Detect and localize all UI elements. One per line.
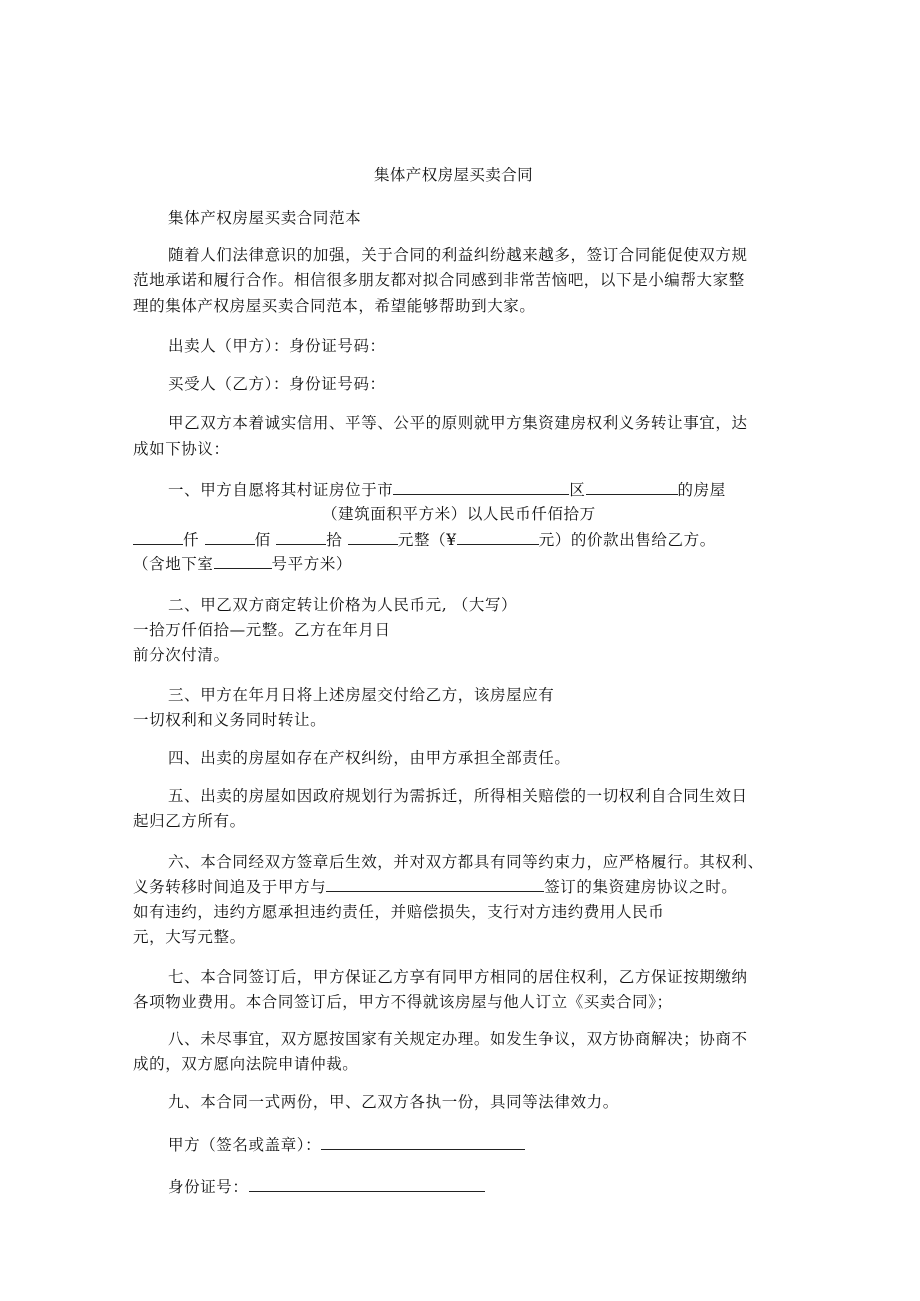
clause-6-line-4: 元，大写元整。 bbox=[133, 928, 246, 946]
blank-yuan-field[interactable] bbox=[348, 529, 398, 545]
document-subtitle: 集体产权房屋买卖合同范本 bbox=[168, 209, 362, 227]
clause-1-bai: 佰 bbox=[254, 531, 271, 549]
clause-1-basement-tail: 号平方米） bbox=[271, 555, 353, 573]
clause-6-line-1: 六、本合同经双方签章后生效，并对双方都具有同等约束力，应严格履行。其权利、 bbox=[168, 853, 764, 871]
blank-party-field[interactable] bbox=[326, 876, 544, 892]
sign-party-a-label: 甲方（签名或盖章）： bbox=[168, 1136, 322, 1154]
blank-basement-field[interactable] bbox=[214, 553, 272, 569]
preamble-line-1: 甲乙双方本着诚实信用、平等、公平的原则就甲方集资建房权利义务转让事宜，达 bbox=[168, 414, 748, 432]
signature-field[interactable] bbox=[321, 1134, 525, 1150]
clause-1-yuan: 元整（¥ bbox=[397, 531, 457, 549]
clause-7-line-2: 各项物业费用。本合同签订后，甲方不得就该房屋与他人订立《买卖合同》； bbox=[133, 993, 673, 1011]
intro-line-1: 随着人们法律意识的加强，关于合同的利益纠纷越来越多，签订合同能促使双方规 bbox=[168, 246, 748, 264]
clause-3-line-1: 三、甲方在年月日将上述房屋交付给乙方，该房屋应有 bbox=[168, 686, 555, 704]
buyer-line: 买受人（乙方）：身份证号码： bbox=[168, 375, 386, 393]
clause-1-basement: （含地下室 bbox=[133, 555, 214, 573]
clause-8-line-1: 八、未尽事宜，双方愿按国家有关规定办理。如发生争议，双方协商解决；协商不 bbox=[168, 1030, 748, 1048]
blank-ten-field[interactable] bbox=[276, 529, 326, 545]
clause-1-line-2: （建筑面积平方米）以人民币仟佰拾万 bbox=[322, 505, 596, 523]
sign-id-label: 身份证号： bbox=[168, 1178, 249, 1196]
document-title: 集体产权房屋买卖合同 bbox=[374, 166, 534, 184]
intro-line-2: 范地承诺和履行合作。相信很多朋友都对拟合同感到非常苦恼吧，以下是小编帮大家整 bbox=[133, 271, 745, 289]
blank-city-field[interactable] bbox=[393, 479, 569, 495]
clause-5-line-1: 五、出卖的房屋如因政府规划行为需拆迁，所得相关赔偿的一切权利自合同生效日 bbox=[168, 787, 748, 805]
preamble-line-2: 成如下协议： bbox=[133, 440, 230, 458]
seller-line: 出卖人（甲方）：身份证号码： bbox=[168, 337, 386, 355]
clause-1-tail: 元）的价款出售给乙方。 bbox=[538, 531, 716, 549]
clause-6-line-2 bbox=[133, 876, 737, 897]
clause-5-line-2: 起归乙方所有。 bbox=[133, 812, 246, 830]
sign-id-line bbox=[168, 1176, 485, 1197]
blank-thousand-field[interactable] bbox=[133, 529, 183, 545]
clause-3-line-2: 一切权利和义务同时转让。 bbox=[133, 711, 327, 729]
clause-9-line: 九、本合同一式两份，甲、乙双方各执一份，具同等法律效力。 bbox=[168, 1093, 619, 1111]
clause-6-line-3: 如有违约，违约方愿承担违约责任，并赔偿损失，支行对方违约费用人民币 bbox=[133, 903, 665, 921]
sign-party-a-line bbox=[168, 1134, 525, 1155]
blank-hundred-field[interactable] bbox=[205, 529, 255, 545]
intro-line-3: 理的集体产权房屋买卖合同范本，希望能够帮助到大家。 bbox=[133, 297, 536, 315]
clause-2-line-1: 二、甲乙双方商定转让价格为人民币元, （大写） bbox=[168, 596, 518, 614]
clause-6-text-b: 签订的集资建房协议之时。 bbox=[544, 878, 738, 896]
clause-1-shi: 拾 bbox=[326, 531, 343, 549]
clause-1-line-4 bbox=[133, 553, 352, 574]
clause-2-line-3: 前分次付清。 bbox=[133, 646, 230, 664]
clause-8-line-2: 成的，双方愿向法院申请仲裁。 bbox=[133, 1055, 359, 1073]
blank-district-field[interactable] bbox=[586, 479, 678, 495]
clause-2-line-2: 一拾万仟佰拾—元整。乙方在年月日 bbox=[133, 621, 391, 639]
clause-1-qian: 仟 bbox=[183, 531, 200, 549]
blank-amount-field[interactable] bbox=[457, 529, 539, 545]
id-number-field[interactable] bbox=[249, 1176, 485, 1192]
clause-1-text-a: 一、甲方自愿将其村证房位于市 bbox=[168, 481, 394, 499]
clause-1-text-c: 的房屋 bbox=[677, 481, 726, 499]
clause-4-line: 四、出卖的房屋如存在产权纠纷，由甲方承担全部责任。 bbox=[168, 749, 571, 767]
clause-1-line-1 bbox=[168, 479, 726, 500]
clause-1-text-b: 区 bbox=[569, 481, 586, 499]
clause-7-line-1: 七、本合同签订后，甲方保证乙方享有同甲方相同的居住权利，乙方保证按期缴纳 bbox=[168, 968, 748, 986]
clause-6-text-a: 义务转移时间追及于甲方与 bbox=[133, 878, 327, 896]
clause-1-line-3 bbox=[133, 529, 716, 550]
